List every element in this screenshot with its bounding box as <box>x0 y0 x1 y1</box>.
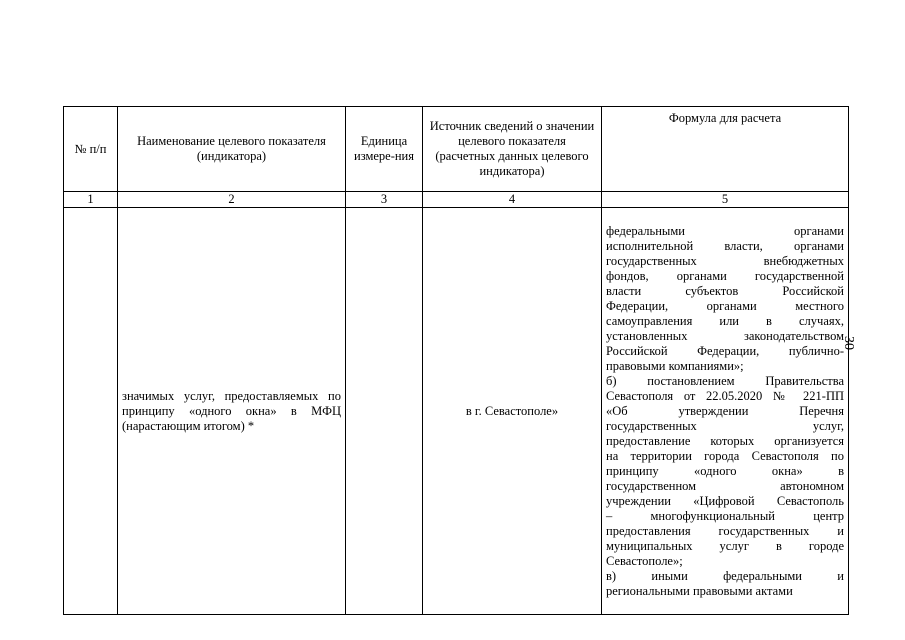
formula-line: федеральными органами <box>606 223 844 238</box>
indicator-table <box>63 106 849 615</box>
page-number: 30 <box>841 336 856 350</box>
formula-line: Российской Федерации, публично- <box>606 343 844 358</box>
column-number: 3 <box>346 192 423 208</box>
cell-indicator-name: значимых услуг, предоставляемых по принципу «одного окна» в МФЦ (нарастающим итогом) * <box>118 208 346 615</box>
formula-line: Севастополя от 22.05.2020 № 221-ПП <box>606 388 844 403</box>
formula-line: государственных услуг, <box>606 418 844 433</box>
formula-line: самоуправления или в случаях, <box>606 313 844 328</box>
column-number: 1 <box>64 192 118 208</box>
column-number-row <box>64 192 849 208</box>
formula-line: власти субъектов Российской <box>606 283 844 298</box>
formula-line: государственном автономном <box>606 478 844 493</box>
cell-source: в г. Севастополе» <box>423 208 602 615</box>
formula-line: «Об утверждении Перечня <box>606 403 844 418</box>
formula-line: принципу «одного окна» в <box>606 463 844 478</box>
formula-line: установленных законодательством <box>606 328 844 343</box>
column-number: 5 <box>602 192 849 208</box>
table-header-row <box>64 107 849 192</box>
header-unit: Единица измере-ния <box>346 107 423 192</box>
formula-line: Федерации, органами местного <box>606 298 844 313</box>
formula-line: учреждении «Цифровой Севастополь <box>606 493 844 508</box>
column-number: 4 <box>423 192 602 208</box>
formula-line: региональными правовыми актами <box>606 583 793 598</box>
header-indicator-name: Наименование целевого показателя (индикатора) <box>118 107 346 192</box>
formula-line: государственных внебюджетных <box>606 253 844 268</box>
header-number: № п/п <box>64 107 118 192</box>
header-source: Источник сведений о значении целевого показателя (расчетных данных целевого индикатора) <box>423 107 602 192</box>
formula-line: б) постановлением Правительства <box>606 373 844 388</box>
formula-line: – многофункциональный центр <box>606 508 844 523</box>
formula-line: на территории города Севастополя по <box>606 448 844 463</box>
header-formula: Формула для расчета <box>602 107 849 192</box>
formula-line: предоставления государственных и <box>606 523 844 538</box>
formula-line: предоставление которых организуется <box>606 433 844 448</box>
column-number: 2 <box>118 192 346 208</box>
formula-line: муниципальных услуг в городе <box>606 538 844 553</box>
formula-line: правовыми компаниями»; <box>606 358 744 373</box>
formula-line: исполнительной власти, органами <box>606 238 844 253</box>
table-row <box>64 208 849 615</box>
cell-number <box>64 208 118 615</box>
formula-line: в) иными федеральными и <box>606 568 844 583</box>
formula-line: Севастополе»; <box>606 553 683 568</box>
cell-unit <box>346 208 423 615</box>
cell-formula <box>602 208 849 615</box>
formula-line: фондов, органами государственной <box>606 268 844 283</box>
